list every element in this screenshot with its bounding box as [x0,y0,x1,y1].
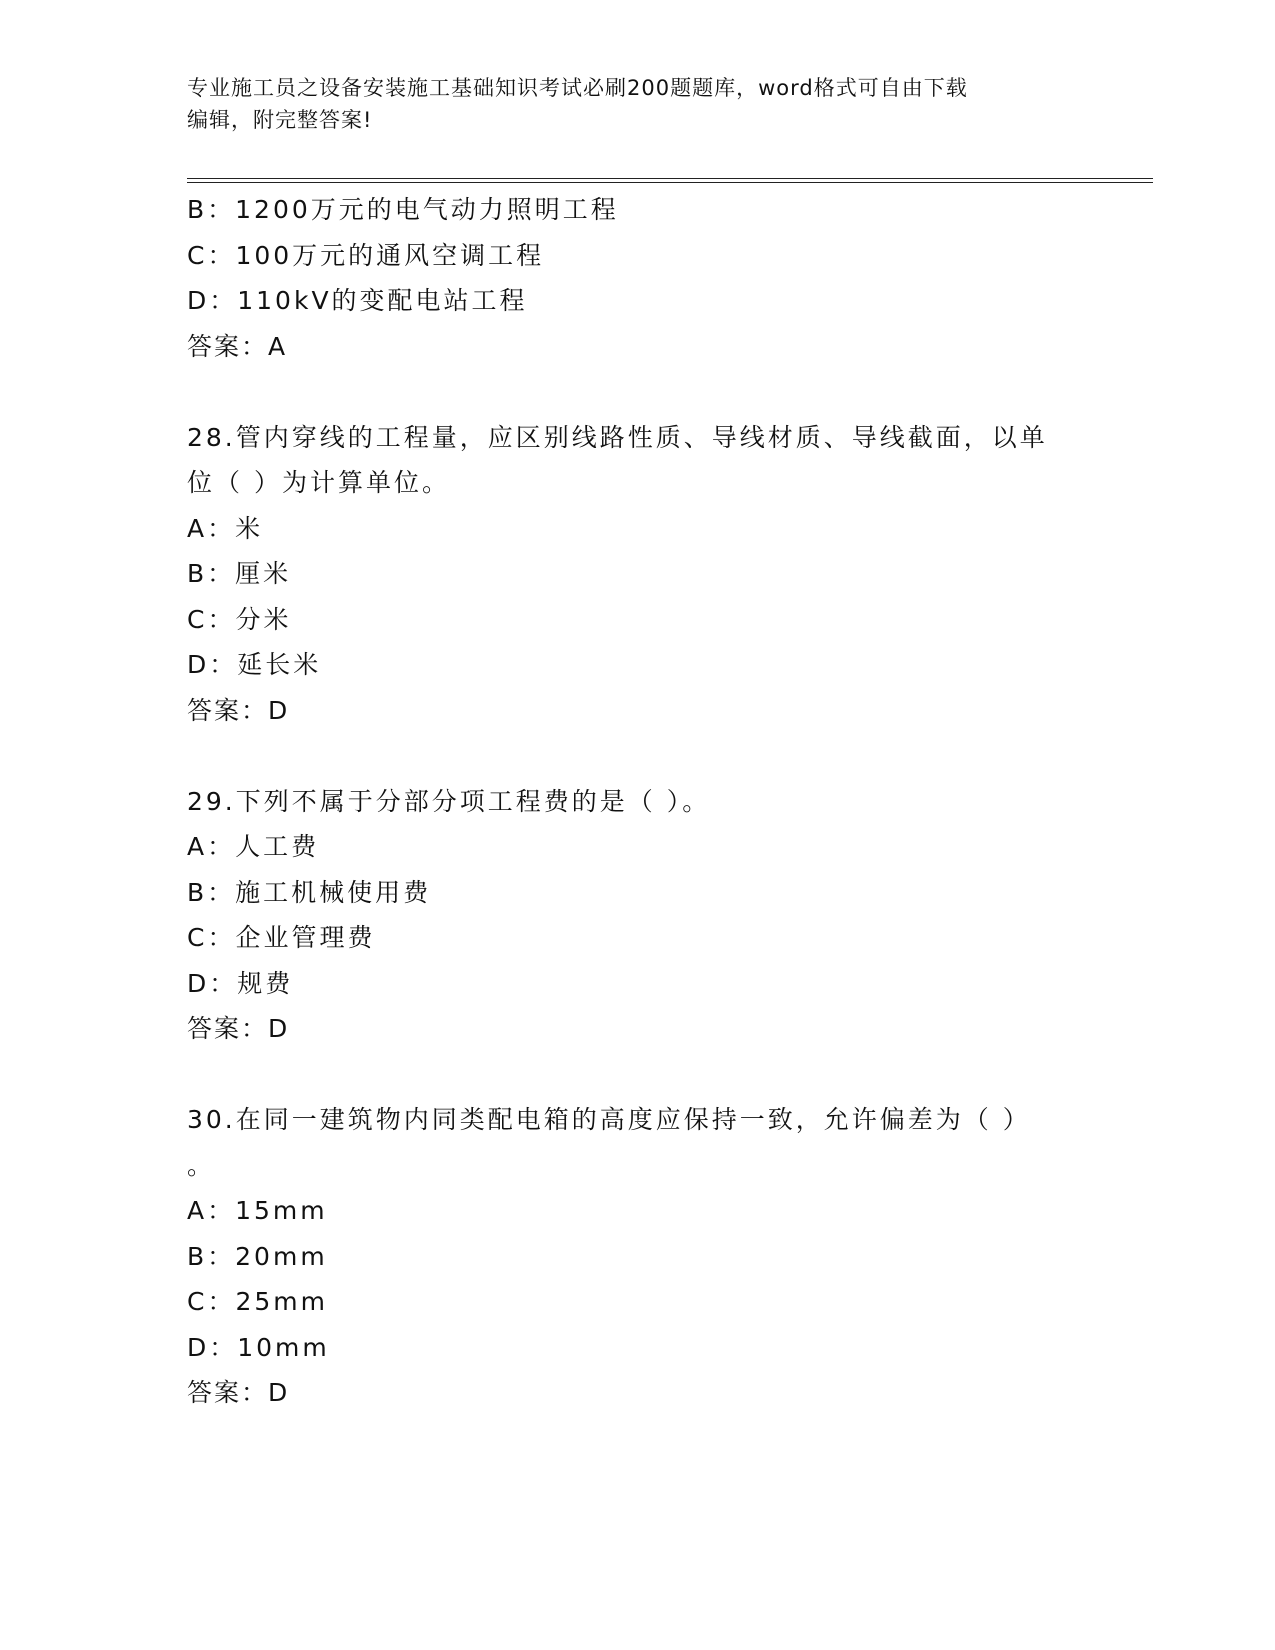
option-a: A：15mm [187,1196,328,1225]
option-b: B：1200万元的电气动力照明工程 [187,195,619,224]
spacer [187,733,1087,779]
header-line-2: 编辑，附完整答案! [187,108,373,132]
option-a: A：米 [187,513,264,543]
question-text-line-1: 28.管内穿线的工程量，应区别线路性质、导线材质、导线截面，以单 [187,422,1048,452]
answer: 答案：D [187,695,290,725]
option-d: D：10mm [187,1332,330,1362]
option-d: D：延长米 [187,650,322,679]
option-c: C：企业管理费 [187,923,376,952]
header-line-1: 专业施工员之设备安装施工基础知识考试必刷200题题库，word格式可自由下载 [187,76,968,100]
answer: 答案：D [187,1014,290,1043]
option-c: C：100万元的通风空调工程 [187,240,545,270]
spacer [187,1052,1087,1098]
document-header [187,72,1087,136]
option-b: B：施工机械使用费 [187,877,432,907]
question-text-line-2: 。 [187,1150,216,1180]
question-text-line-1: 30.在同一建筑物内同类配电箱的高度应保持一致，允许偏差为（ ） [187,1105,1031,1134]
header-divider-bottom [187,182,1153,183]
question-list [187,187,1087,1416]
question-27-partial [187,187,1087,369]
option-b: B：厘米 [187,559,292,588]
header-divider-top [187,178,1153,179]
question-28 [187,415,1087,734]
option-c: C：分米 [187,604,292,634]
option-d: D：110kV的变配电站工程 [187,286,528,315]
option-b: B：20mm [187,1241,328,1271]
question-29 [187,779,1087,1052]
question-text-line-2: 位（ ）为计算单位。 [187,468,450,497]
option-a: A：人工费 [187,832,320,861]
option-d: D：规费 [187,968,294,998]
option-c: C：25mm [187,1287,328,1316]
question-text-line-1: 29.下列不属于分部分项工程费的是（ ）。 [187,786,711,816]
answer: 答案：D [187,1378,290,1407]
answer: 答案：A [187,331,288,361]
question-30 [187,1097,1087,1416]
spacer [187,369,1087,415]
